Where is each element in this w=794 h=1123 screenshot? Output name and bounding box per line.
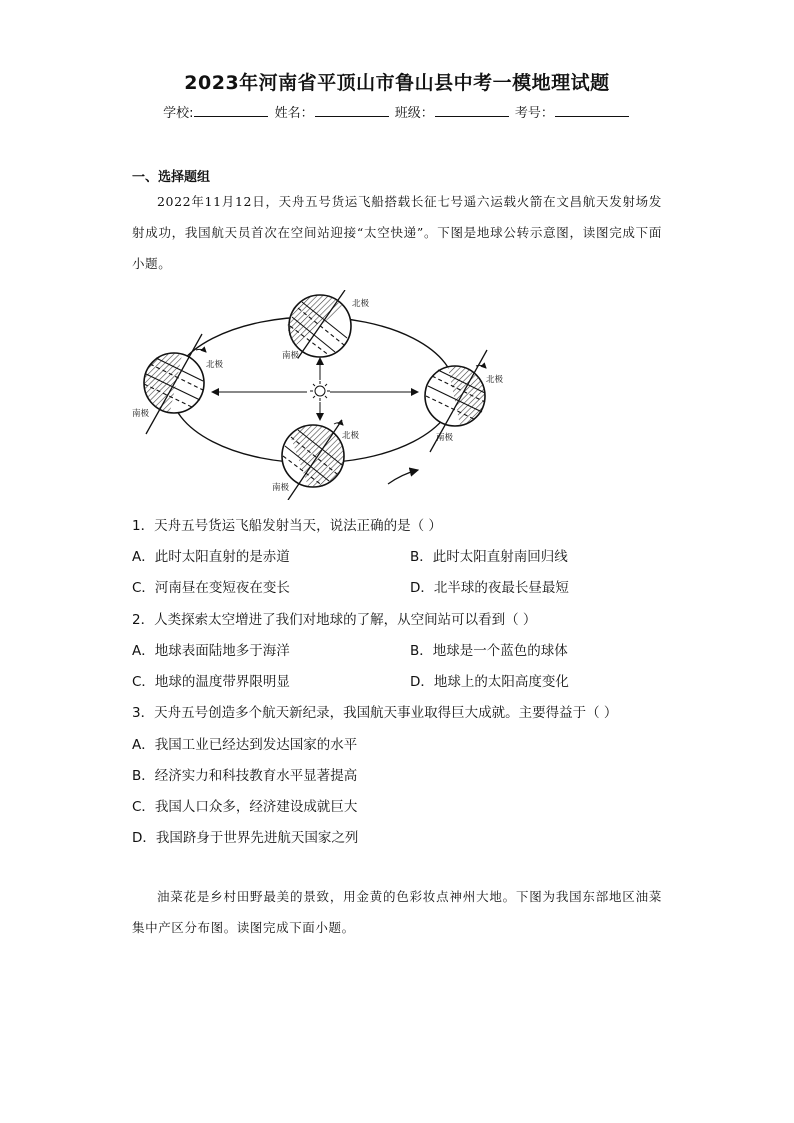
passage-2: 油菜花是乡村田野最美的景致，用金黄的色彩妆点神州大地。下图为我国东部地区油菜集中产区分布图。读图完成下面小题。 — [132, 889, 662, 935]
q1-option-d[interactable]: D．北半球的夜最长昼最短 — [410, 580, 569, 596]
section-heading: 一、选择题组 — [132, 170, 211, 185]
q1-option-a[interactable]: A．此时太阳直射的是赤道 — [132, 549, 290, 565]
q1-option-c[interactable]: C．河南昼在变短夜在变长 — [132, 580, 290, 596]
name-blank[interactable] — [315, 104, 389, 117]
earth-left — [132, 334, 224, 434]
label-south-right: 南极 — [436, 433, 454, 443]
name-label: 姓名： — [274, 106, 314, 121]
class-label: 班级： — [394, 106, 434, 121]
school-label: 学校: — [163, 106, 194, 121]
passage-1: 2022年11月12日，天舟五号货运飞船搭载长征七号遥六运载火箭在文昌航天发射场发射成功，我国航天员首次在空间站迎接“太空快递”。下图是地球公转示意图，读图完成下面小题。 — [132, 194, 662, 271]
earth-right — [425, 350, 504, 452]
question-3: 3．天舟五号创造多个航天新纪录，我国航天事业取得巨大成就。主要得益于（ ） — [132, 705, 618, 721]
q1-option-b[interactable]: B．此时太阳直射南回归线 — [410, 549, 568, 565]
earth-revolution-diagram — [130, 290, 510, 500]
label-north-right: 北极 — [486, 375, 504, 385]
q2-option-b[interactable]: B．地球是一个蓝色的球体 — [410, 643, 568, 659]
label-north-bottom: 北极 — [342, 431, 360, 441]
student-info-line — [0, 102, 794, 121]
q2-option-d[interactable]: D．地球上的太阳高度变化 — [410, 674, 569, 690]
page-title: 2023年河南省平顶山市鲁山县中考一模地理试题 — [184, 72, 610, 94]
label-north-top: 北极 — [352, 299, 370, 309]
q2-option-a[interactable]: A．地球表面陆地多于海洋 — [132, 643, 290, 659]
q3-option-a[interactable]: A．我国工业已经达到发达国家的水平 — [132, 737, 358, 753]
label-south-top: 南极 — [282, 351, 300, 361]
question-2: 2．人类探索太空增进了我们对地球的了解，从空间站可以看到（ ） — [132, 612, 537, 628]
q3-option-b[interactable]: B．经济实力和科技教育水平显著提高 — [132, 768, 358, 784]
q3-option-c[interactable]: C．我国人口众多，经济建设成就巨大 — [132, 799, 358, 815]
revolution-direction-arrow — [388, 470, 418, 484]
q3-option-d[interactable]: D．我国跻身于世界先进航天国家之列 — [132, 830, 359, 846]
label-north-left: 北极 — [206, 360, 224, 370]
q2-option-c[interactable]: C．地球的温度带界限明显 — [132, 674, 290, 690]
label-south-bottom: 南极 — [272, 483, 290, 493]
number-label: 考号： — [514, 106, 554, 121]
school-blank[interactable] — [194, 104, 268, 117]
sun-icon — [310, 381, 330, 401]
question-1: 1．天舟五号货运飞船发射当天，说法正确的是（ ） — [132, 518, 442, 534]
earth-top — [282, 290, 370, 361]
label-south-left: 南极 — [132, 409, 150, 419]
earth-bottom — [272, 420, 360, 500]
class-blank[interactable] — [435, 104, 509, 117]
number-blank[interactable] — [555, 104, 629, 117]
